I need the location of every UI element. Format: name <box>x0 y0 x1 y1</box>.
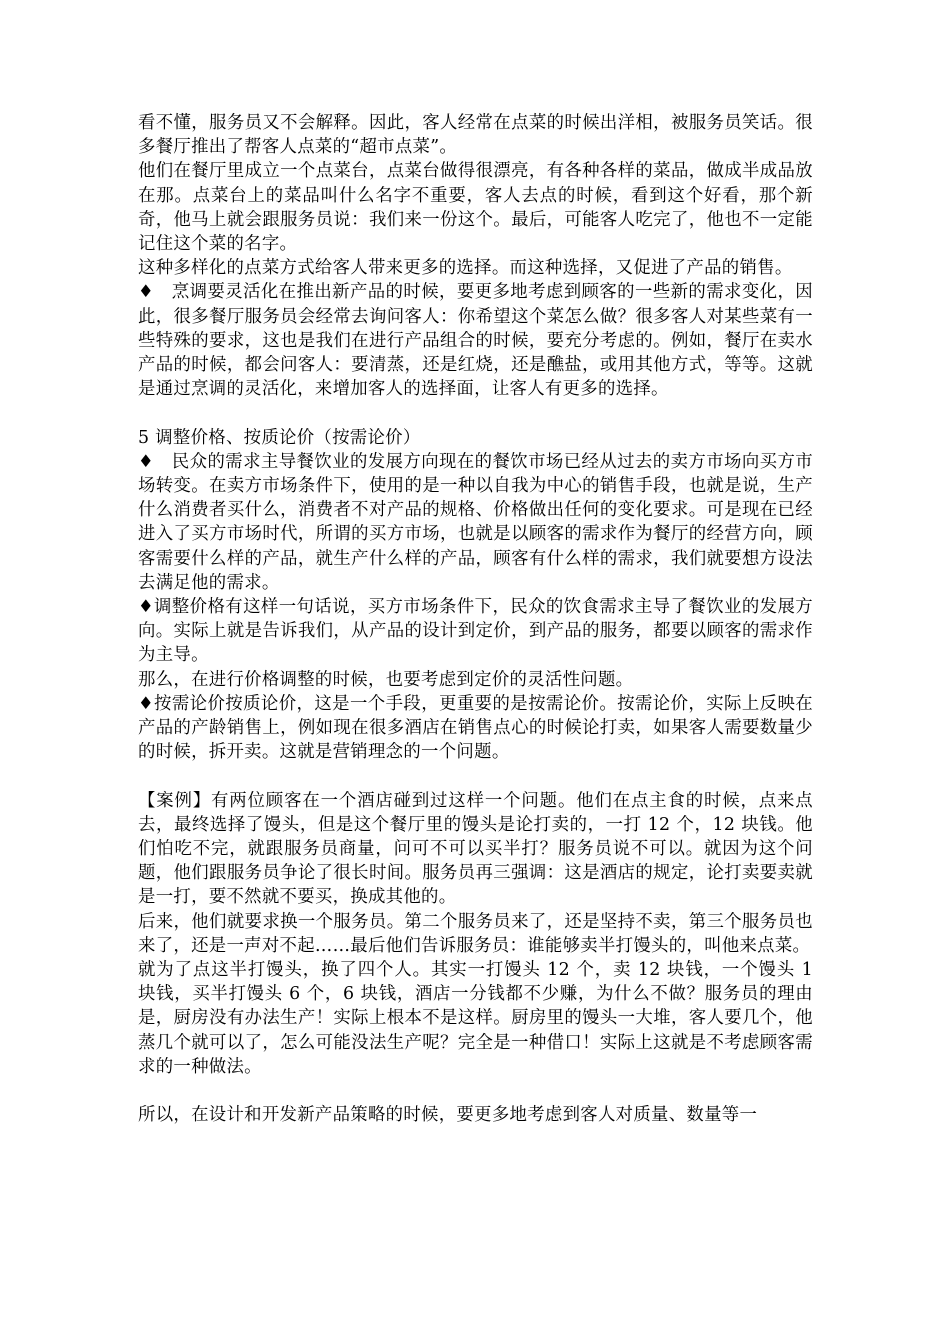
paragraph: ♦ 烹调要灵活化在推出新产品的时候，要更多地考虑到顾客的一些新的需求变化，因此，很多餐厅服务员会经常去询问客人：你希望这个菜怎么做？很多客人对某些菜有一些特殊的要求，这也是我们在进行产品组合的时候，要充分考虑的。例如，餐厅在卖水产品的时候，都会问客人：要清蒸，还是红烧，还是醮盐，或用其他方式，等等。这就是通过烹调的灵活化，来增加客人的选择面，让客人有更多的选择。 <box>138 282 813 400</box>
section-heading: 5 调整价格、按质论价（按需论价） <box>138 427 421 448</box>
paragraph: 那么，在进行价格调整的时候，也要考虑到定价的灵活性问题。 <box>138 669 634 690</box>
paragraph: ♦按需论价按质论价，这是一个手段，更重要的是按需论价。按需论价，实际上反映在产品的产龄销售上，例如现在很多酒店在销售点心的时候论打卖，如果客人需要数量少的时候，拆开卖。这就是营销理念的一个问题。 <box>138 693 813 763</box>
document-page <box>138 111 813 1127</box>
paragraph: 就为了点这半打馒头，换了四个人。其实一打馒头 12 个，卖 12 块钱，一个馒头 1 块钱，买半打馒头 6 个，6 块钱，酒店一分钱都不少赚，为什么不做？服务员的理由是，厨房没有办法生产！实际上根本不是这样。厨房里的馒头一大堆，客人要几个，他蒸几个就可以了，怎么可能没法生产呢？完全是一种借口！实际上这就是不考虑顾客需求的一种做法。 <box>138 960 813 1077</box>
paragraph: 所以，在设计和开发新产品策略的时候，要更多地考虑到客人对质量、数量等一 <box>138 1105 758 1126</box>
paragraph: ♦调整价格有这样一句话说，买方市场条件下，民众的饮食需求主导了餐饮业的发展方向。实际上就是告诉我们，从产品的设计到定价，到产品的服务，都要以顾客的需求作为主导。 <box>138 597 813 666</box>
paragraph-gap <box>138 764 813 788</box>
paragraph: 后来，他们就要求换一个服务员。第二个服务员来了，还是坚持不卖，第三个服务员也来了，还是一声对不起……最后他们告诉服务员：谁能够卖半打馒头的，叫他来点菜。 <box>138 911 813 956</box>
paragraph: 他们在餐厅里成立一个点菜台，点菜台做得很漂亮，有各种各样的菜品，做成半成品放在那。点菜台上的菜品叫什么名字不重要，客人去点的时候，看到这个好看，那个新奇，他马上就会跟服务员说：我们来一份这个。最后，可能客人吃完了，他也不一定能记住这个菜的名字。 <box>138 161 813 255</box>
case-paragraph: 【案例】有两位顾客在一个酒店碰到过这样一个问题。他们在点主食的时候，点来点去，最终选择了馒头，但是这个餐厅里的馒头是论打卖的，一打 12 个，12 块钱。他们怕吃不完，就跟服务员商量，问可不可以买半打？服务员说不可以。就因为这个问题，他们跟服务员争论了很长时间。服务员再三强调：这是酒店的规定，论打卖要卖就是一打，要不然就不要买，换成其他的。 <box>138 790 813 908</box>
paragraph: ♦ 民众的需求主导餐饮业的发展方向现在的餐饮市场已经从过去的卖方市场向买方市场转变。在卖方市场条件下，使用的是一种以自我为中心的销售手段，也就是说，生产什么消费者买什么，消费者不对产品的规格、价格做出任何的变化要求。可是现在已经进入了买方市场时代，所谓的买方市场，也就是以顾客的需求作为餐厅的经营方向，顾客需要什么样的产品，就生产什么样的产品，顾客有什么样的需求，我们就要想方设法去满足他的需求。 <box>138 451 813 593</box>
paragraph: 看不懂，服务员又不会解释。因此，客人经常在点菜的时候出洋相，被服务员笑话。很多餐厅推出了帮客人点菜的“超市点菜”。 <box>138 113 813 158</box>
paragraph: 这种多样化的点菜方式给客人带来更多的选择。而这种选择，又促进了产品的销售。 <box>138 258 793 279</box>
paragraph-gap <box>138 401 813 425</box>
paragraph-gap <box>138 1079 813 1103</box>
